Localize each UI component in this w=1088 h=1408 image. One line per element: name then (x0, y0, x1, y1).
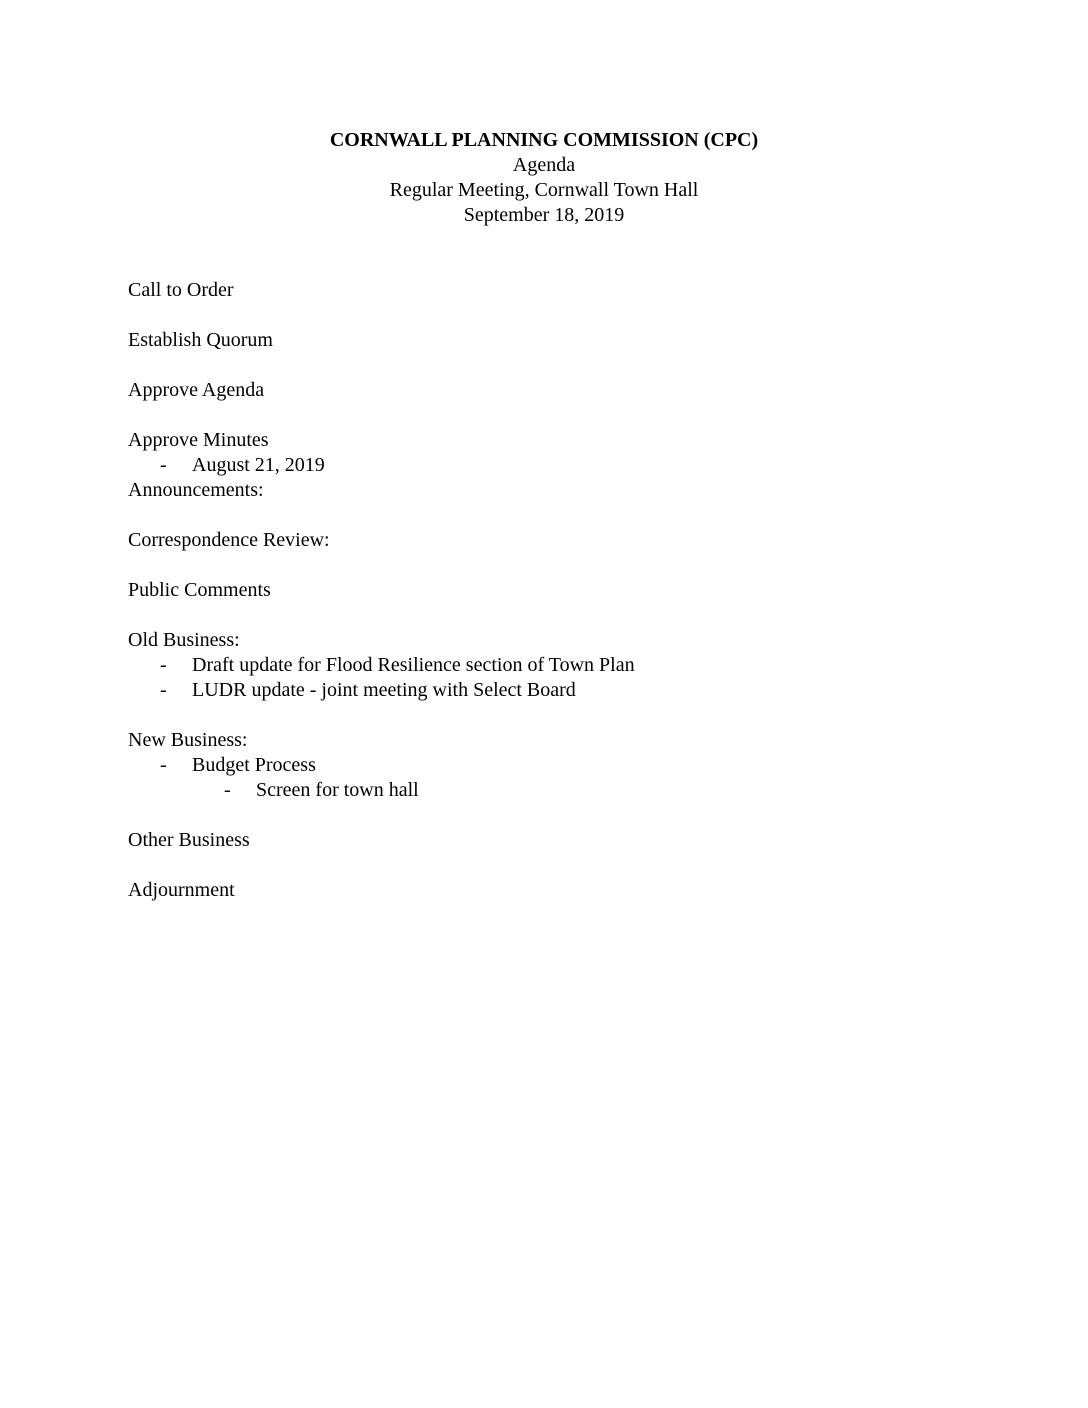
bullet-dash: - (160, 654, 167, 676)
agenda-item-announcements: Announcements: (128, 479, 264, 501)
agenda-item-approve-minutes: Approve Minutes (128, 429, 269, 451)
agenda-subitem-label: LUDR update - joint meeting with Select Board (192, 679, 576, 701)
agenda-subitem (128, 453, 988, 478)
document-subtitle: Agenda (512, 154, 576, 176)
agenda-item-old-business: Old Business: (128, 629, 240, 651)
agenda-subitem-label: August 21, 2019 (192, 454, 325, 476)
agenda-subitem (128, 753, 988, 778)
spacer (128, 353, 988, 378)
bullet-dash: - (160, 754, 167, 776)
document-title: CORNWALL PLANNING COMMISSION (CPC) (329, 129, 759, 151)
agenda-list (128, 278, 988, 903)
bullet-dash: - (160, 679, 167, 701)
agenda-subitem-label: Draft update for Flood Resilience section of Town Plan (192, 654, 635, 676)
agenda-subitem (128, 653, 988, 678)
spacer (128, 603, 988, 628)
spacer (128, 553, 988, 578)
spacer (128, 803, 988, 828)
agenda-subsubitem-label: Screen for town hall (256, 779, 419, 801)
agenda-item-new-business: New Business: (128, 729, 248, 751)
agenda-item-correspondence-review: Correspondence Review: (128, 529, 330, 551)
meeting-info: Regular Meeting, Cornwall Town Hall (389, 179, 699, 201)
agenda-subitem-label: Budget Process (192, 754, 316, 776)
agenda-item-approve-agenda: Approve Agenda (128, 379, 265, 401)
document-header (0, 128, 1088, 228)
agenda-subsubitem (128, 778, 988, 803)
spacer (128, 853, 988, 878)
agenda-item-public-comments: Public Comments (128, 579, 271, 601)
agenda-item-other-business: Other Business (128, 829, 250, 851)
agenda-item-adjournment: Adjournment (128, 879, 235, 901)
agenda-subitem (128, 678, 988, 703)
spacer (128, 303, 988, 328)
bullet-dash: - (160, 454, 167, 476)
agenda-item-establish-quorum: Establish Quorum (128, 329, 273, 351)
bullet-dash: - (224, 779, 231, 801)
agenda-item-call-to-order: Call to Order (128, 279, 234, 301)
meeting-date: September 18, 2019 (463, 204, 625, 226)
spacer (128, 503, 988, 528)
spacer (128, 703, 988, 728)
spacer (128, 403, 988, 428)
